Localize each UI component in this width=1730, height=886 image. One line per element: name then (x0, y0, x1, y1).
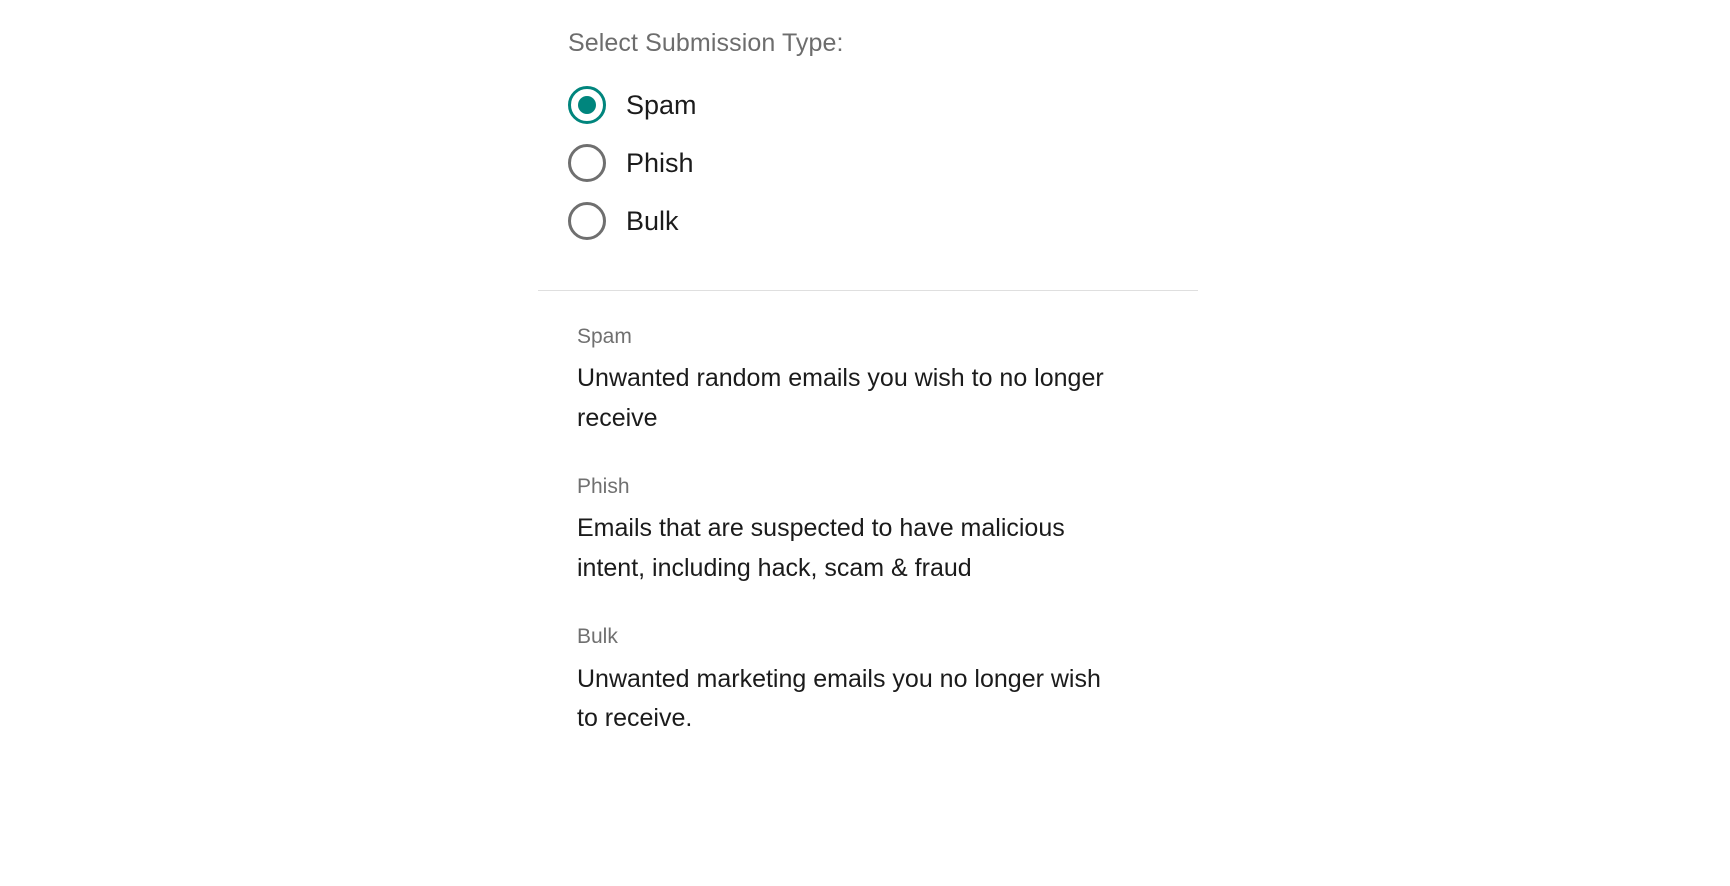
radio-option-label-phish: Phish (626, 147, 694, 178)
radio-selected-dot-icon (578, 96, 596, 114)
definition-item-spam (577, 324, 1198, 438)
radio-option-phish[interactable] (568, 134, 1198, 192)
submission-type-panel (538, 0, 1198, 775)
submission-type-prompt: Select Submission Type: (568, 29, 844, 57)
definition-term: Phish (577, 475, 630, 499)
submission-type-radio-group[interactable] (538, 76, 1198, 250)
radio-option-spam[interactable] (568, 76, 1198, 134)
radio-selected-dot-icon (578, 154, 596, 172)
radio-button-icon[interactable] (568, 86, 606, 124)
definition-description: Unwanted marketing emails you no longer wish to receive. (577, 664, 1101, 733)
definition-term: Spam (577, 325, 632, 348)
definition-term: Bulk (577, 625, 618, 649)
radio-option-label-bulk: Bulk (626, 205, 679, 236)
definition-item-phish (577, 474, 1198, 588)
radio-button-icon[interactable] (568, 144, 606, 182)
definition-item-bulk (577, 624, 1198, 738)
definition-description: Emails that are suspected to have malicious intent, including hack, scam & fraud (577, 514, 1065, 582)
radio-option-bulk[interactable] (568, 192, 1198, 250)
definition-description: Unwanted random emails you wish to no longer receive (577, 364, 1104, 432)
radio-selected-dot-icon (578, 212, 596, 230)
radio-option-label-spam: Spam (626, 89, 697, 120)
definitions-list (538, 291, 1198, 739)
radio-button-icon[interactable] (568, 202, 606, 240)
